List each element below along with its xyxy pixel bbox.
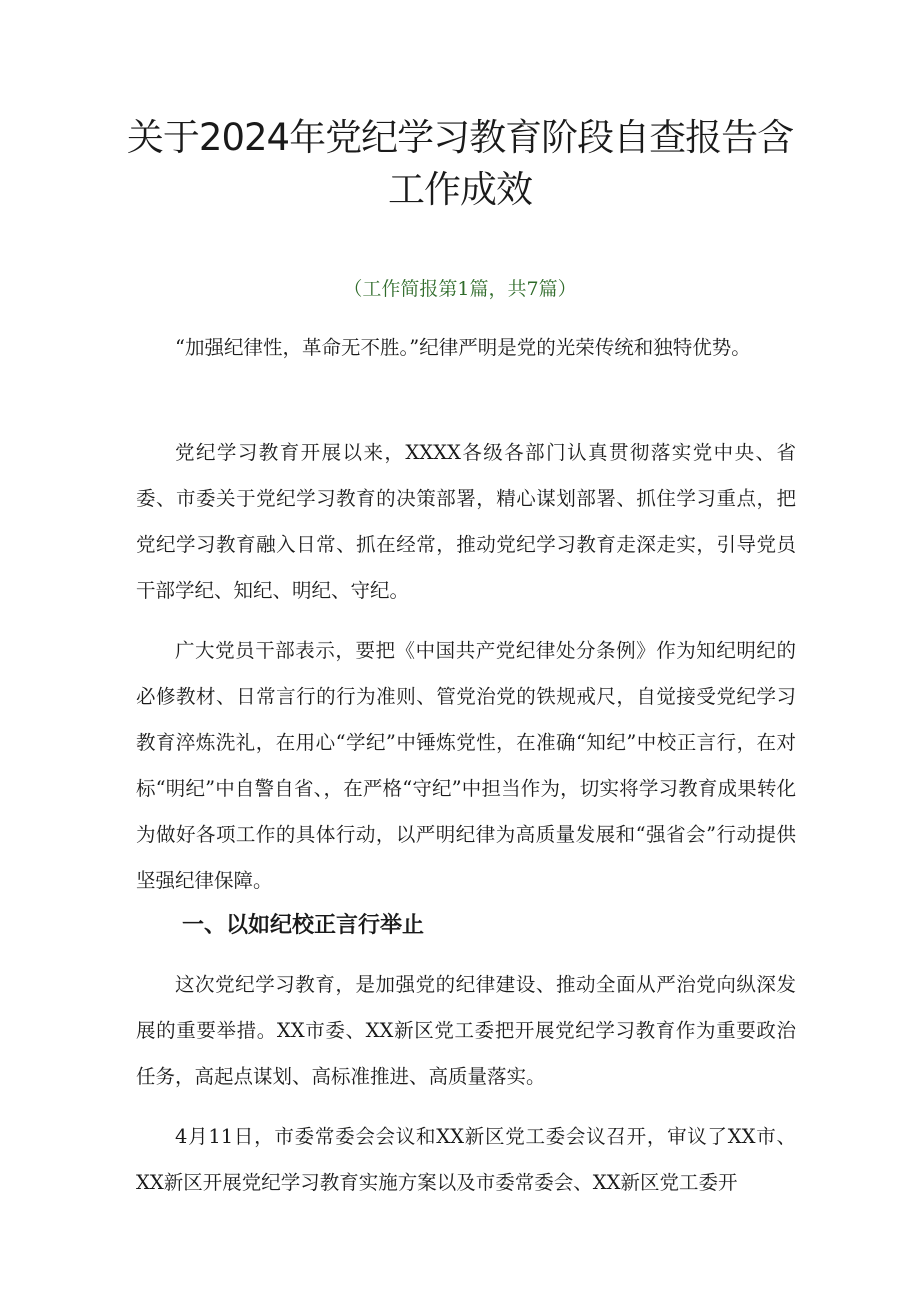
paragraph-3: 广大党员干部表示，要把《中国共产党纪律处分条例》作为知纪明纪的必修教材、日常言行的行为准则、管党治党的铁规戒尺，自觉接受党纪学习教育淬炼洗礼，在用心“学纪”中锤炼党性，在准确“知纪”中校正言行，在对标“明纪”中自警自省、，在严格“守纪”中担当作为，切实将学习教育成果转化为做好各项工作的具体行动，以严明纪律为高质量发展和“强省会”行动提供坚强纪律保障。 — [136, 639, 796, 892]
paragraph-1: “加强纪律性，革命无不胜。”纪律严明是党的光荣传统和独特优势。 — [175, 336, 751, 359]
paragraph-2: 党纪学习教育开展以来，XXXX各级各部门认真贯彻落实党中央、省委、市委关于党纪学习教育的决策部署，精心谋划部署、抓住学习重点，把党纪学习教育融入日常、抓在经常，推动党纪学习教育走深走实，引导党员干部学纪、知纪、明纪、守纪。 — [136, 441, 796, 602]
title-line-2: 工作成效 — [388, 168, 532, 211]
section-1-paragraph-1: 这次党纪学习教育，是加强党的纪律建设、推动全面从严治党向纵深发展的重要举措。XX市委、XX新区党工委把开展党纪学习教育作为重要政治任务，高起点谋划、高标准推进、高质量落实。 — [136, 973, 796, 1088]
section-1-paragraph-2: 4月11日，市委常委会会议和XX新区党工委会议召开，审议了XX市、XX新区开展党纪学习教育实施方案以及市委常委会、XX新区党工委开 — [136, 1125, 796, 1194]
document-title — [100, 112, 820, 216]
title-line-1: 关于2024年党纪学习教育阶段自查报告含 — [126, 116, 794, 159]
document-subtitle: （工作简报第1篇，共7篇） — [343, 278, 577, 300]
section-1-heading: 一、以如纪校正言行举止 — [182, 913, 425, 938]
